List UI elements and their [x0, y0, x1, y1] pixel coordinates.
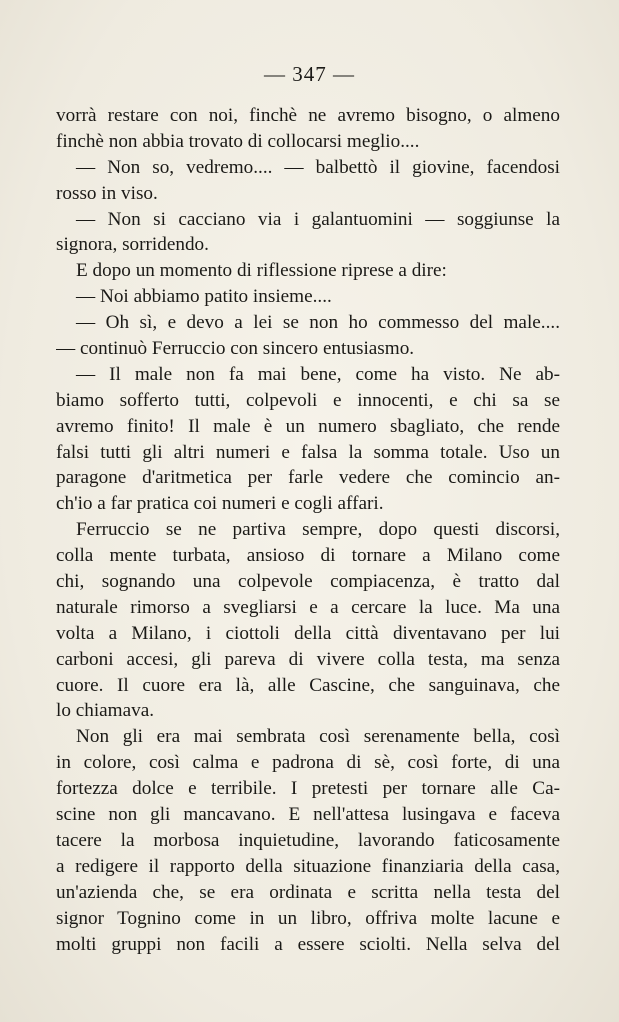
text-line: fortezza dolce e terribile. I pretesti per tornare alle Ca- — [56, 778, 560, 800]
text-line: vorrà restare con noi, finchè ne avremo bisogno, o almeno — [56, 105, 560, 126]
text-line: — Il male non fa mai bene, come ha visto. Ne ab- — [76, 363, 560, 385]
text-line: Ferruccio se ne partiva sempre, dopo questi discorsi, — [76, 519, 560, 541]
text-line: biamo sofferto tutti, colpevoli e innocenti, e chi sa se — [56, 389, 560, 411]
text-line: finchè non abbia trovato di collocarsi meglio.... — [56, 130, 420, 152]
text-line: cuore. Il cuore era là, alle Cascine, che sanguinava, che — [56, 674, 560, 696]
text-line: chi, sognando una colpevole compiacenza, è tratto dal — [56, 571, 560, 593]
text-line: ch'io a far pratica coi numeri e cogli affari. — [56, 493, 384, 515]
text-line: — Noi abbiamo patito insieme.... — [76, 286, 332, 308]
text-line: falsi tutti gli altri numeri e falsa la somma totale. Uso un — [56, 441, 560, 463]
text-line: E dopo un momento di riflessione riprese a dire: — [76, 260, 447, 282]
text-line: — Oh sì, e devo a lei se non ho commesso del male.... — [76, 312, 560, 334]
text-line: rosso in viso. — [56, 182, 158, 204]
text-line: colla mente turbata, ansioso di tornare a Milano come — [56, 545, 560, 567]
text-line: lo chiamava. — [56, 700, 155, 722]
text-line: naturale rimorso a svegliarsi e a cercare la luce. Ma una — [56, 596, 560, 618]
text-line: signora, sorridendo. — [56, 234, 209, 256]
body-text — [56, 103, 560, 957]
text-line: scine non gli mancavano. E nell'attesa lusingava e faceva — [56, 804, 560, 826]
text-line: in colore, così calma e padrona di sè, così forte, di una — [56, 752, 560, 774]
text-line: avremo finito! Il male è un numero sbagliato, che rende — [56, 415, 560, 437]
text-line: paragone d'aritmetica per farle vedere che comincio an- — [56, 467, 560, 489]
text-line: — continuò Ferruccio con sincero entusiasmo. — [56, 338, 415, 360]
text-line: volta a Milano, i ciottoli della città diventavano per lui — [56, 622, 560, 644]
text-line: — Non so, vedremo.... — balbettò il giovine, facendosi — [76, 156, 560, 178]
text-line: a redigere il rapporto della situazione finanziaria della casa, — [56, 855, 560, 877]
text-line: un'azienda che, se era ordinata e scritta nella testa del — [56, 881, 560, 903]
text-line: signor Tognino come in un libro, offriva molte lacune e — [56, 907, 560, 929]
page-number: — 347 — — [264, 62, 355, 86]
text-line: tacere la morbosa inquietudine, lavorando faticosamente — [56, 829, 560, 851]
text-line: carboni accesi, gli pareva di vivere colla testa, ma senza — [56, 648, 560, 670]
text-line: Non gli era mai sembrata così serenamente bella, così — [76, 726, 560, 748]
text-line: — Non si cacciano via i galantuomini — soggiunse la — [76, 208, 560, 230]
text-line: molti gruppi non facili a essere sciolti. Nella selva del — [56, 933, 560, 955]
